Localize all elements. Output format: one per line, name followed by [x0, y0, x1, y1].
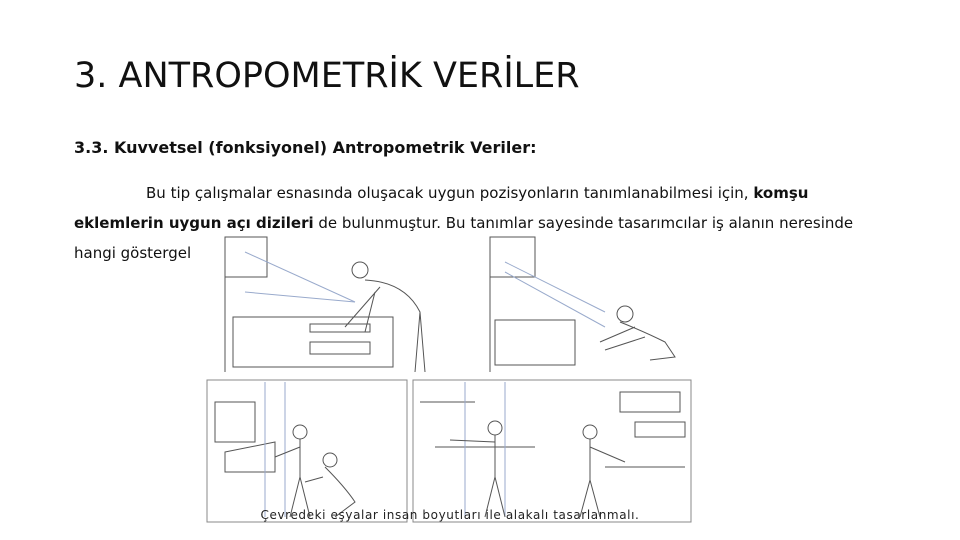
figure-panel-bottom-left — [207, 380, 407, 522]
paragraph-text-2: de bulunmuştur. Bu tanımlar sayesinde tasarımcılar iş alanın neresinde hangi göstergel — [74, 214, 854, 262]
paragraph-bold-text: komşu eklemlerin uygun açı dizileri — [74, 184, 809, 232]
paragraph-text-1: Bu tip çalışmalar esnasında oluşacak uygun pozisyonların tanımlanabilmesi için, — [146, 184, 754, 202]
figure-panel-top-left — [225, 237, 425, 372]
slide-title: 3. ANTROPOMETRİK VERİLER — [74, 56, 580, 96]
figure-panel-bottom-right — [413, 380, 691, 522]
ergonomics-figure — [205, 232, 695, 528]
figure-panel-top-right — [490, 237, 675, 372]
section-subtitle: 3.3. Kuvvetsel (fonksiyonel) Antropometrik Veriler: — [74, 138, 537, 157]
figure-caption: Çevredeki eşyalar insan boyutları ile alakalı tasarlanmalı. — [260, 508, 640, 522]
